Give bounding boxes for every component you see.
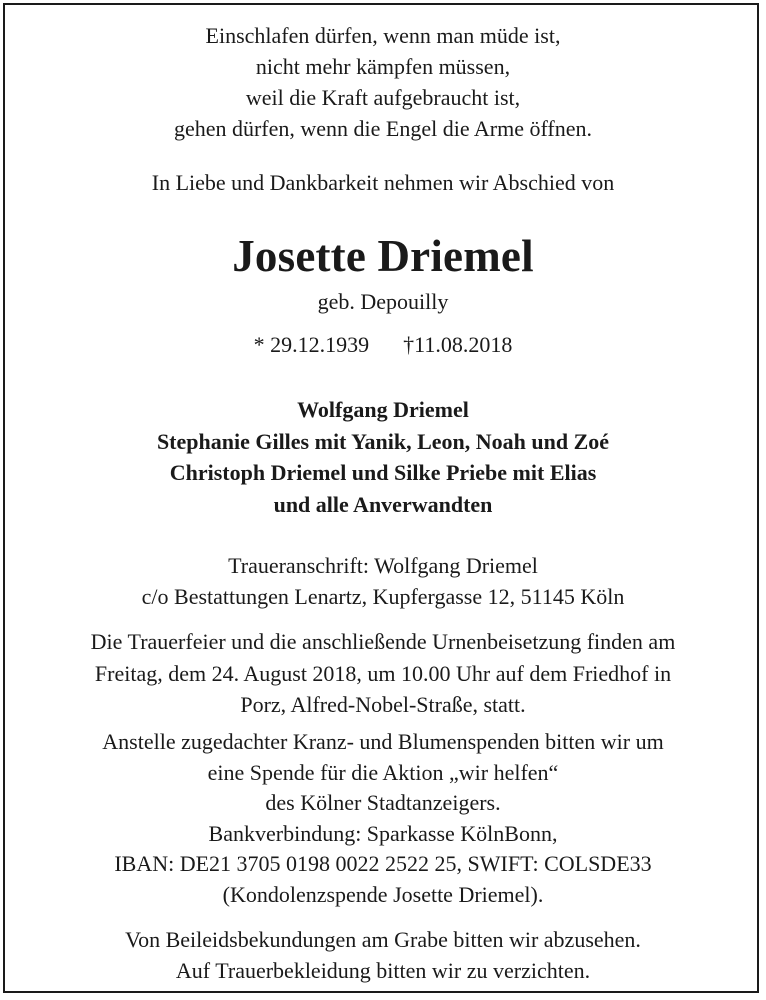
address-line: Traueranschrift: Wolfgang Driemel <box>228 553 538 578</box>
poem-line: nicht mehr kämpfen müssen, <box>255 54 511 79</box>
closing-line: Von Beileidsbekundungen am Grabe bitten wir abzusehen. <box>125 927 641 952</box>
ceremony-info <box>0 626 766 721</box>
mourning-address <box>0 550 766 612</box>
ceremony-line: Freitag, dem 24. August 2018, um 10.00 Uhr auf dem Friedhof in <box>94 660 672 686</box>
poem-line: Einschlafen dürfen, wenn man müde ist, <box>205 23 561 48</box>
family-member: Christoph Driemel und Silke Priebe mit Elias <box>169 460 597 485</box>
donation-line: Bankverbindung: Sparkasse KölnBonn, <box>208 820 558 846</box>
birth-date: * 29.12.1939 <box>253 332 370 357</box>
ceremony-line: Porz, Alfred-Nobel-Straße, statt. <box>240 692 526 717</box>
closing-note <box>0 924 766 986</box>
address-line: c/o Bestattungen Lenartz, Kupfergasse 12, 51145 Köln <box>141 584 625 609</box>
ceremony-line: Die Trauerfeier und die anschließende Urnenbeisetzung finden am <box>90 629 676 654</box>
family-member: Stephanie Gilles mit Yanik, Leon, Noah und Zoé <box>156 428 610 454</box>
donation-line: eine Spende für die Aktion „wir helfen“ <box>207 759 559 785</box>
poem <box>0 20 766 144</box>
family-list <box>0 394 766 520</box>
family-member: und alle Anverwandten <box>273 491 493 517</box>
poem-line: weil die Kraft aufgebraucht ist, <box>245 85 521 110</box>
closing-line: Auf Trauerbekleidung bitten wir zu verzichten. <box>175 958 591 983</box>
donation-line: IBAN: DE21 3705 0198 0022 2522 25, SWIFT: COLSDE33 <box>114 851 652 876</box>
donation-line: des Kölner Stadtanzeigers. <box>265 790 501 815</box>
death-date: †11.08.2018 <box>403 332 513 357</box>
family-member: Wolfgang Driemel <box>297 397 469 422</box>
life-dates <box>0 330 766 360</box>
intro-text: In Liebe und Dankbarkeit nehmen wir Abschied von <box>151 170 615 195</box>
donation-line: Anstelle zugedachter Kranz- und Blumenspenden bitten wir um <box>102 729 664 754</box>
donation-line: (Kondolenzspende Josette Driemel). <box>222 881 544 907</box>
maiden-name: geb. Depouilly <box>317 289 449 314</box>
poem-line: gehen dürfen, wenn die Engel die Arme öffnen. <box>173 116 593 141</box>
donation-info <box>0 727 766 910</box>
deceased-name: Josette Driemel <box>232 231 534 281</box>
